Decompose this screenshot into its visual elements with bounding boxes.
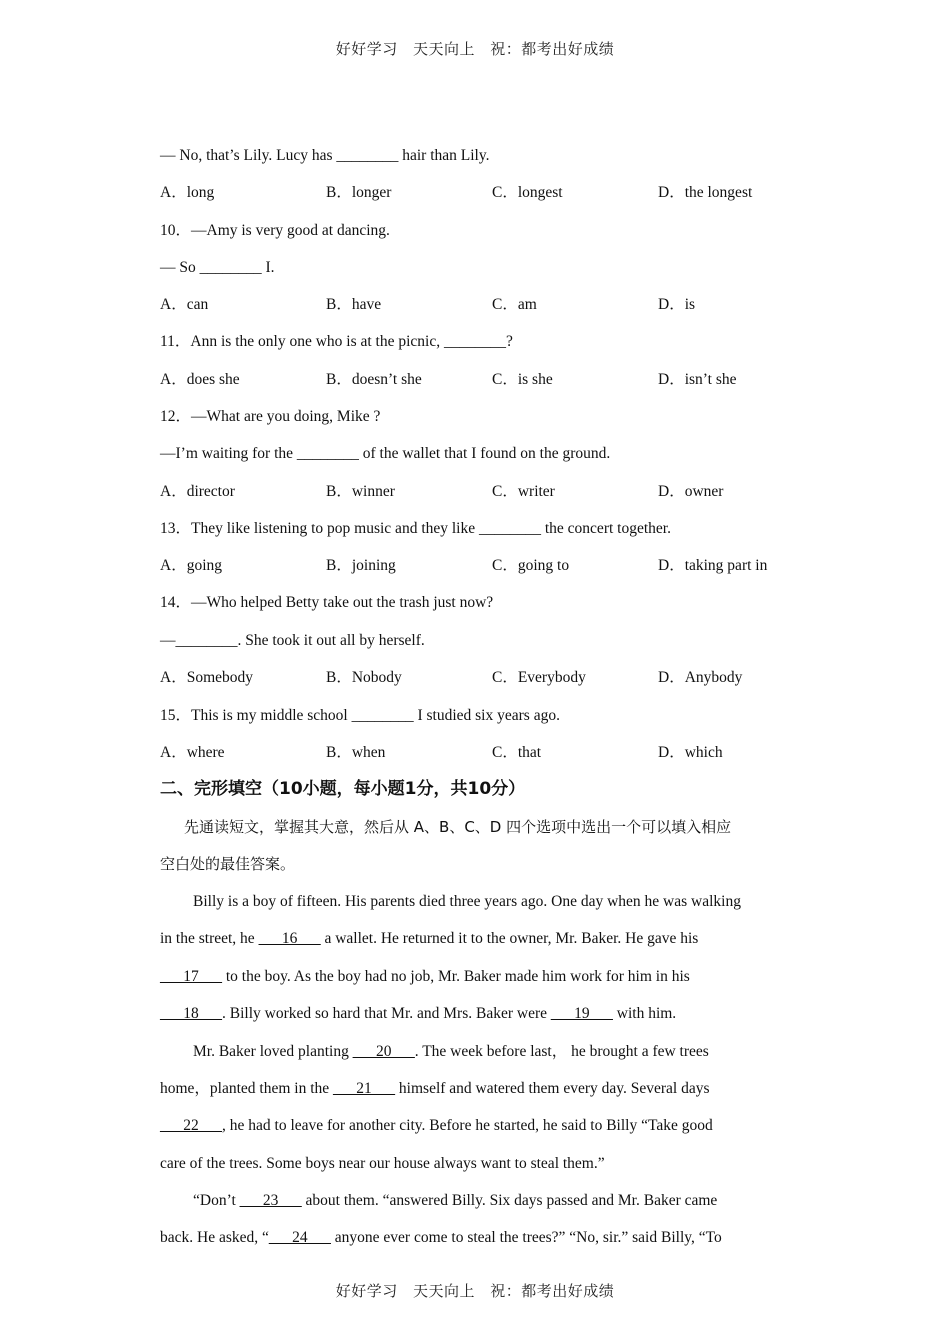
q9-option-d[interactable]: D．the longest (658, 184, 753, 201)
passage-line (193, 1191, 717, 1211)
passage-line (160, 1116, 713, 1136)
q11-option-d[interactable]: D．isn’t she (658, 371, 737, 388)
passage-text: Mr. Baker loved planting (193, 1043, 353, 1060)
q13-option-c[interactable]: C．going to (492, 557, 570, 574)
q15-option-c[interactable]: C．that (492, 744, 542, 761)
q15-stem: 15．This is my middle school ________ I studied six years ago. (160, 707, 560, 724)
q14-option-a[interactable]: A．Somebody (160, 669, 254, 686)
q14-answer-line: —________. She took it out all by herself. (160, 632, 425, 649)
q10-stem: 10．—Amy is very good at dancing. (160, 222, 390, 239)
q15-options (160, 743, 830, 763)
passage-line (160, 1004, 676, 1024)
blank-23[interactable]: ___23___ (239, 1192, 302, 1209)
q11-stem: 11．Ann is the only one who is at the picnic, ________? (160, 333, 513, 350)
blank-17[interactable]: ___17___ (160, 968, 222, 985)
passage-text: in the street, he (160, 930, 259, 947)
page-header: 好好学习 天天向上 祝：都考出好成绩 (335, 40, 615, 58)
passage-text: anyone ever come to steal the trees?” “No, sir.” said Billy, “To (330, 1229, 722, 1246)
q10-options (160, 295, 830, 315)
passage-line (193, 1042, 709, 1062)
passage-line (160, 1228, 722, 1248)
q9-option-a[interactable]: A．long (160, 184, 215, 201)
passage-line (160, 1079, 710, 1099)
passage-text: home，planted them in the (160, 1080, 334, 1097)
q9-option-c[interactable]: C．longest (492, 184, 563, 201)
q12-option-b[interactable]: B．winner (326, 483, 395, 500)
q13-stem: 13．They like listening to pop music and they like ________ the concert together. (160, 520, 671, 537)
q11-option-b[interactable]: B．doesn’t she (326, 371, 422, 388)
q10-option-d[interactable]: D．is (658, 296, 696, 313)
passage-text: back. He asked, “ (160, 1229, 269, 1246)
q15-option-d[interactable]: D．which (658, 744, 723, 761)
passage-text: a wallet. He returned it to the owner, Mr. Baker. He gave his (320, 930, 699, 947)
passage-text: “Don’t (193, 1192, 240, 1209)
q10-option-c[interactable]: C．am (492, 296, 537, 313)
q14-option-b[interactable]: B．Nobody (326, 669, 402, 686)
blank-18[interactable]: ___18___ (160, 1005, 222, 1022)
q10-answer-line: — So ________ I. (160, 259, 275, 276)
q14-options (160, 668, 830, 688)
passage-text: himself and watered them every day. Several days (395, 1080, 710, 1097)
blank-22[interactable]: ___22___ (160, 1117, 222, 1134)
section-title: 二、完形填空（10小题，每小题1分，共10分） (160, 779, 526, 799)
q13-option-b[interactable]: B．joining (326, 557, 396, 574)
passage-text: about them. “answered Billy. Six days passed and Mr. Baker came (301, 1192, 718, 1209)
blank-21[interactable]: ___21___ (333, 1080, 396, 1097)
q9-options (160, 183, 830, 203)
passage-text: to the boy. As the boy had no job, Mr. Baker made him work for him in his (222, 968, 690, 985)
q13-options (160, 556, 830, 576)
q12-options (160, 482, 830, 502)
passage-text: . The week before last， he brought a few trees (414, 1043, 709, 1060)
blank-19[interactable]: ___19___ (550, 1005, 613, 1022)
passage-line (160, 929, 698, 949)
q14-stem: 14．—Who helped Betty take out the trash just now? (160, 594, 494, 611)
q12-stem: 12．—What are you doing, Mike ? (160, 408, 381, 425)
q11-option-a[interactable]: A．does she (160, 371, 240, 388)
q13-option-d[interactable]: D．taking part in (658, 557, 768, 574)
q12-option-d[interactable]: D．owner (658, 483, 724, 500)
page-footer: 好好学习 天天向上 祝：都考出好成绩 (335, 1282, 615, 1300)
passage-text: with him. (612, 1005, 677, 1022)
q11-options (160, 370, 830, 390)
q13-option-a[interactable]: A．going (160, 557, 223, 574)
q14-option-d[interactable]: D．Anybody (658, 669, 743, 686)
blank-20[interactable]: ___20___ (352, 1043, 415, 1060)
q9-answer-line: — No, that’s Lily. Lucy has ________ hair than Lily. (160, 147, 490, 164)
passage-text: , he had to leave for another city. Before he started, he said to Billy “Take good (222, 1117, 713, 1134)
q10-option-b[interactable]: B．have (326, 296, 382, 313)
q9-option-b[interactable]: B．longer (326, 184, 392, 201)
section-instruction-line2: 空白处的最佳答案。 (160, 855, 296, 873)
section-instruction-line1: 先通读短文，掌握其大意，然后从 A、B、C、D 四个选项中选出一个可以填入相应 (184, 818, 732, 836)
q12-option-c[interactable]: C．writer (492, 483, 555, 500)
q15-option-a[interactable]: A．where (160, 744, 225, 761)
q12-option-a[interactable]: A．director (160, 483, 235, 500)
q12-answer-line: —I’m waiting for the ________ of the wallet that I found on the ground. (160, 445, 611, 462)
q15-option-b[interactable]: B．when (326, 744, 386, 761)
blank-16[interactable]: ___16___ (258, 930, 321, 947)
q14-option-c[interactable]: C．Everybody (492, 669, 586, 686)
passage-line (160, 967, 690, 987)
passage-text: . Billy worked so hard that Mr. and Mrs. Baker were (222, 1005, 551, 1022)
passage-line: care of the trees. Some boys near our house always want to steal them.” (160, 1155, 605, 1172)
blank-24[interactable]: ___24___ (268, 1229, 331, 1246)
passage-line: Billy is a boy of fifteen. His parents died three years ago. One day when he was walking (193, 893, 741, 910)
q11-option-c[interactable]: C．is she (492, 371, 553, 388)
q10-option-a[interactable]: A．can (160, 296, 209, 313)
